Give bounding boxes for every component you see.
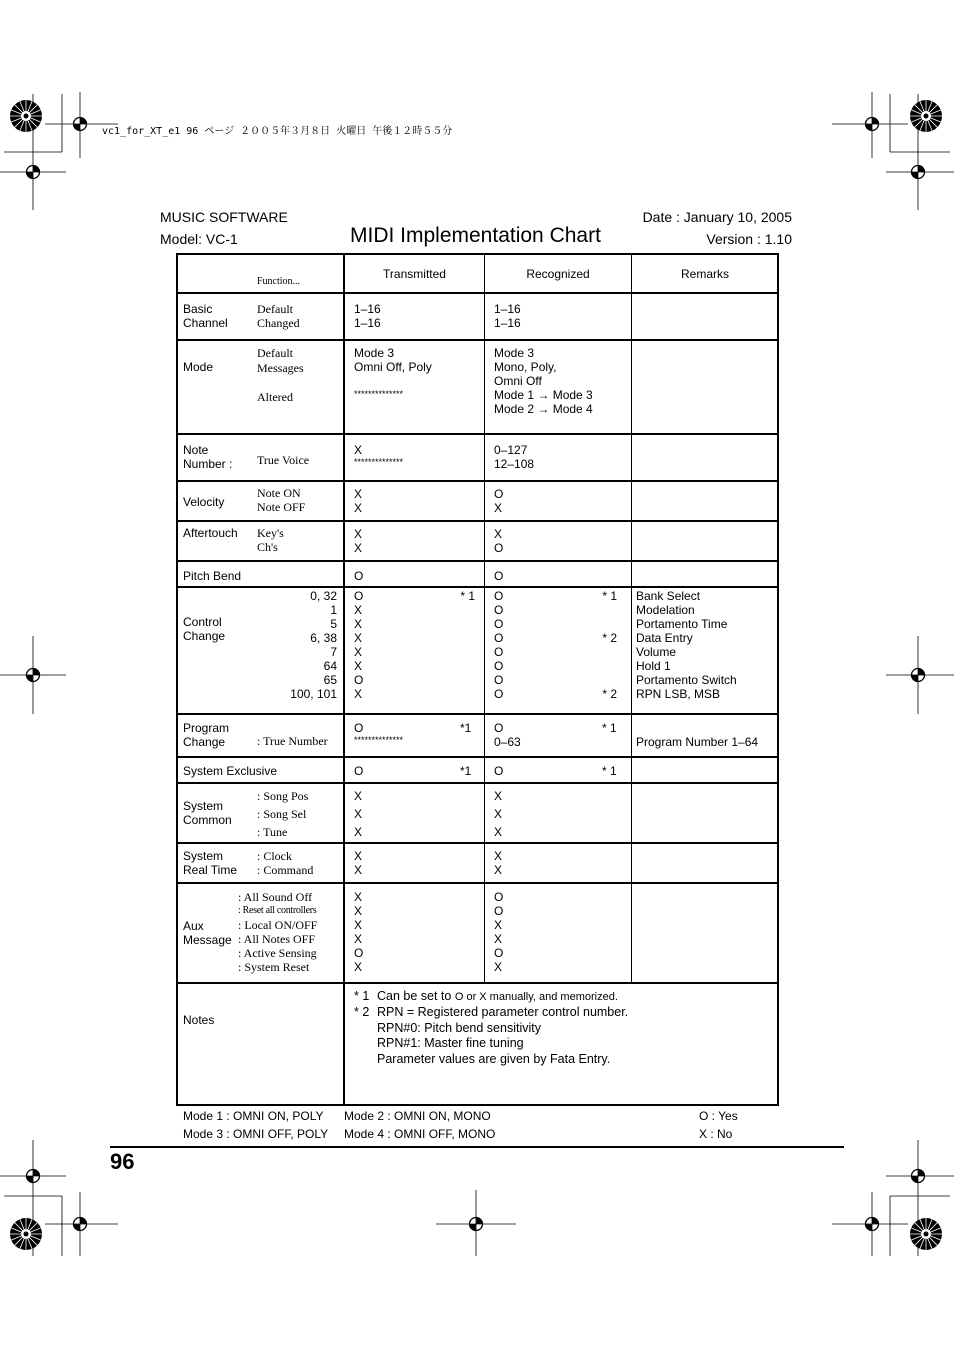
note-number-label: Note Number : (183, 443, 233, 471)
program-change-label: Program Change (183, 721, 230, 749)
note1-text-a: Can be set to (377, 989, 452, 1003)
model-label: Model: VC-1 (160, 231, 238, 247)
note2-mark: * 2 (354, 1005, 370, 1019)
mode-tx-stars: ************** (354, 389, 404, 399)
note3-text: RPN#0: Pitch bend sensitivity (377, 1021, 541, 1035)
note1-text-b: O or X manually, and memorized. (454, 991, 618, 1003)
system-realtime-tx: X X (354, 849, 363, 877)
system-common-tx: X X X (354, 789, 363, 839)
note-number-tx: X (354, 443, 363, 457)
velocity-label: Velocity (183, 495, 225, 509)
control-change-tx-marks: * 1 (460, 589, 475, 603)
basic-channel-label: Basic Channel (183, 302, 228, 330)
program-change-tx: O (354, 721, 364, 735)
velocity-rx: O X (494, 487, 504, 515)
system-exclusive-tx: O (354, 764, 364, 778)
page-number: 96 (110, 1149, 135, 1174)
system-exclusive-label: System Exclusive (183, 764, 278, 778)
version-label: Version : 1.10 (706, 231, 792, 247)
note5-text: Parameter values are given by Fata Entry. (377, 1052, 611, 1066)
aux-message-rx: O O X X O X (494, 890, 504, 974)
note4-text: RPN#1: Master fine tuning (377, 1036, 524, 1050)
basic-channel-rx: 1–16 1–16 (494, 302, 521, 330)
control-change-rx: O O O O O O O O (494, 589, 504, 701)
print-slug: vc1_for_XT_e1 96 ページ ２００５年３月８日 火曜日 午後１２時５５分 (102, 126, 453, 137)
system-common-rx: X X X (494, 789, 503, 839)
note-number-sub: True Voice (257, 453, 310, 467)
system-realtime-label: System Real Time (183, 849, 238, 877)
aftertouch-rx: X O (494, 527, 504, 555)
pitch-bend-label: Pitch Bend (183, 569, 242, 583)
mode-sub: Default Messages Altered (257, 346, 304, 404)
control-change-remarks: Bank Select Modelation Portamento Time Data Entry Volume Hold 1 Portamento Switch RPN LSB, MSB (636, 589, 737, 701)
note-number-tx-stars: ************** (354, 457, 404, 467)
mode-label: Mode (183, 360, 214, 374)
basic-channel-tx: 1–16 1–16 (354, 302, 381, 330)
transmitted-column-header: Transmitted (383, 267, 446, 281)
program-change-rx-mark: * 1 (602, 721, 617, 735)
program-change-remarks: Program Number 1–64 (636, 735, 759, 749)
recognized-column-header: Recognized (526, 267, 590, 281)
control-change-tx: O X X X X X O X (354, 589, 364, 701)
remarks-column-header: Remarks (680, 267, 729, 281)
page-title: MIDI Implementation Chart (350, 224, 601, 247)
program-change-tx-stars: ************** (354, 735, 404, 745)
system-exclusive-tx-mark: *1 (460, 764, 472, 778)
footer-rule (110, 1146, 844, 1148)
velocity-sub: Note ON Note OFF (257, 486, 306, 514)
aux-message-sub-reset-all-controllers: : Reset all controllers (238, 905, 317, 916)
system-exclusive-rx: O (494, 764, 504, 778)
aux-message-sub-all-sound-off: : All Sound Off (238, 890, 313, 904)
note1-text (377, 989, 618, 1006)
program-change-tx-mark: *1 (460, 721, 472, 735)
system-realtime-rx: X X (494, 849, 503, 877)
system-exclusive-rx-mark: * 1 (602, 764, 617, 778)
date-label: Date : January 10, 2005 (642, 209, 792, 225)
aux-message-label: Aux Message (183, 919, 232, 947)
basic-channel-sub: Default Changed (257, 302, 300, 330)
mode-tx: Mode 3 Omni Off, Poly (354, 346, 432, 374)
velocity-tx: X X (354, 487, 363, 515)
aux-message-sub-rest: : Local ON/OFF : All Notes OFF : Active Sensing : System Reset (238, 918, 318, 974)
aux-message-tx: X X X X O X (354, 890, 364, 974)
system-realtime-sub: : Clock : Command (257, 849, 314, 877)
footer-no-legend: X : No (699, 1127, 733, 1141)
note-number-rx: 0–127 12–108 (494, 443, 535, 471)
pitch-bend-tx: O (354, 569, 364, 583)
system-common-label: System Common (183, 799, 232, 827)
function-column-header: Function... (257, 276, 301, 287)
program-change-rx: O 0–63 (494, 721, 521, 749)
note2-text: RPN = Registered parameter control number. (377, 1005, 629, 1019)
footer-mode4: Mode 4 : OMNI OFF, MONO (344, 1127, 496, 1141)
control-change-label: Control Change (183, 615, 226, 643)
publisher-label: MUSIC SOFTWARE (160, 209, 288, 225)
control-change-rx-marks: * 1 * 2 * 2 (602, 589, 617, 701)
pitch-bend-rx: O (494, 569, 504, 583)
control-change-numbers: 0, 32 1 5 6, 38 7 64 65 100, 101 (290, 589, 337, 701)
footer-mode3: Mode 3 : OMNI OFF, POLY (183, 1127, 329, 1141)
system-common-sub: : Song Pos : Song Sel : Tune (257, 789, 309, 839)
aftertouch-sub: Key's Ch's (257, 526, 284, 554)
aftertouch-tx: X X (354, 527, 363, 555)
notes-label: Notes (183, 1013, 215, 1027)
note1-mark: * 1 (354, 989, 370, 1003)
footer-yes-legend: O : Yes (699, 1109, 738, 1123)
aftertouch-label: Aftertouch (183, 526, 238, 540)
mode-rx: Mode 3 Mono, Poly, Omni Off Mode 1 → Mode 3 Mode 2 → Mode 4 (494, 346, 593, 416)
footer-mode1: Mode 1 : OMNI ON, POLY (183, 1109, 324, 1123)
footer-mode2: Mode 2 : OMNI ON, MONO (344, 1109, 491, 1123)
program-change-sub: : True Number (257, 734, 328, 748)
